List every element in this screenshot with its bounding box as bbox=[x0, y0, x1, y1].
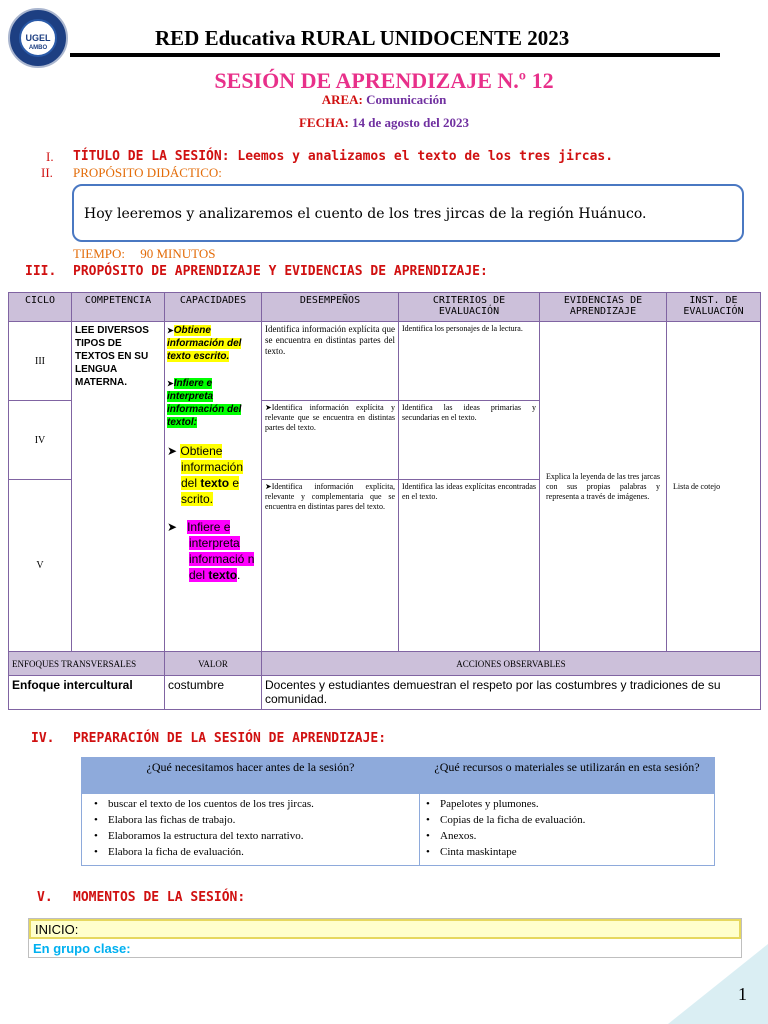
section5-label: MOMENTOS DE LA SESIÓN: bbox=[73, 890, 246, 905]
capacidad-3: ➤ Obtiene información del texto e scrito. bbox=[167, 444, 244, 506]
capacidad-1: ➤Obtiene información del texto escrito. bbox=[167, 325, 242, 362]
proposito-box bbox=[72, 184, 744, 242]
desempeno-2: ➤Identifica información explícita y relevante que se encuentra en distintas partes del texto. bbox=[265, 403, 395, 432]
proposito-text: Hoy leeremos y analizaremos el cuento de los tres jircas de la región Huánuco. bbox=[84, 206, 647, 222]
ciclo-cell: V bbox=[9, 480, 72, 652]
section5-num: V. bbox=[37, 890, 53, 905]
criterio-1: Identifica los personajes de la lectura. bbox=[402, 324, 523, 333]
instrumento-text: Lista de cotejo bbox=[673, 481, 721, 491]
enfoque-value: Enfoque intercultural bbox=[9, 676, 165, 710]
moments-box bbox=[28, 918, 742, 958]
capacidades-cell bbox=[165, 322, 262, 652]
fecha-line bbox=[0, 115, 768, 131]
capacidad-4: ➤ Infiere e interpreta informació n del texto. bbox=[167, 520, 255, 582]
header-criterios: CRITERIOS DE EVALUACIÓN bbox=[399, 293, 540, 322]
area-line bbox=[0, 92, 768, 108]
competencia-text: LEE DIVERSOS TIPOS DE TEXTOS EN SU LENGUA MATERNA. bbox=[75, 325, 149, 388]
section1-value: Leemos y analizamos el texto de los tres jircas. bbox=[237, 149, 614, 164]
header-competencia: COMPETENCIA bbox=[72, 293, 165, 322]
prep-header-row bbox=[82, 758, 715, 794]
competencia-cell bbox=[72, 322, 165, 652]
fecha-label: FECHA: bbox=[298, 115, 349, 130]
area-value: Comunicación bbox=[366, 92, 447, 107]
ugel-logo bbox=[8, 8, 68, 68]
prep-col1-cell bbox=[82, 794, 420, 866]
tiempo-label: TIEMPO: bbox=[73, 246, 125, 261]
desempeno-cell bbox=[262, 480, 399, 652]
page-number: 1 bbox=[738, 984, 747, 1004]
list-item: • Cinta maskintape bbox=[440, 844, 708, 860]
header-desempenos: DESEMPEÑOS bbox=[262, 293, 399, 322]
area-label: AREA: bbox=[321, 92, 363, 107]
desempeno-3: ➤Identifica información explícita, relevante y complementaria que se encuentra en distintas pares del texto. bbox=[265, 482, 395, 511]
preparation-table bbox=[81, 757, 715, 866]
tiempo-value: 90 MINUTOS bbox=[140, 246, 216, 261]
section1-num: I. bbox=[46, 149, 54, 164]
section3-num: III. bbox=[25, 264, 57, 279]
list-item: • Elaboramos la estructura del texto narrativo. bbox=[108, 828, 413, 844]
enfoques-header: ENFOQUES TRANSVERSALES bbox=[9, 652, 165, 676]
enfoques-row bbox=[9, 676, 761, 710]
desempeno-cell bbox=[262, 322, 399, 401]
list-item: • Copias de la ficha de evaluación. bbox=[440, 812, 708, 828]
criterio-cell bbox=[399, 480, 540, 652]
list-item: • Elabora la ficha de evaluación. bbox=[108, 844, 413, 860]
logo-seal bbox=[19, 19, 57, 57]
list-item: • buscar el texto de los cuentos de los tres jircas. bbox=[108, 796, 413, 812]
prep-col2-list bbox=[426, 796, 708, 860]
section1-label: TÍTULO DE LA SESIÓN: bbox=[73, 149, 230, 164]
desempeno-cell bbox=[262, 401, 399, 480]
list-item: • Anexos. bbox=[440, 828, 708, 844]
evidencia-cell bbox=[540, 322, 667, 652]
enfoques-header-row bbox=[9, 652, 761, 676]
acciones-value: Docentes y estudiantes demuestran el respeto por las costumbres y tradiciones de su comunidad. bbox=[262, 676, 761, 710]
table-header-row bbox=[9, 293, 761, 322]
section1-heading bbox=[73, 149, 613, 164]
fecha-value: 14 de agosto del 2023 bbox=[352, 115, 470, 130]
inicio-row: INICIO: bbox=[29, 919, 741, 939]
valor-value: costumbre bbox=[165, 676, 262, 710]
header-capacidades: CAPACIDADES bbox=[165, 293, 262, 322]
learning-purpose-table bbox=[8, 292, 761, 710]
session-title: SESIÓN DE APRENDIZAJE N.º 12 bbox=[214, 68, 554, 93]
prep-col2-cell bbox=[420, 794, 715, 866]
prep-col1-list bbox=[88, 796, 413, 860]
prep-body-row bbox=[82, 794, 715, 866]
capacidad-2: ➤Infiere e interpreta información del textol: bbox=[167, 378, 242, 428]
logo-name: UGEL bbox=[25, 33, 51, 43]
section2-label: PROPÓSITO DIDÁCTICO: bbox=[73, 165, 222, 180]
criterio-cell bbox=[399, 322, 540, 401]
header-ciclo: CICLO bbox=[9, 293, 72, 322]
tiempo-line bbox=[73, 246, 216, 262]
desempeno-1: Identifica información explícita que se encuentra en distintas partes del texto. bbox=[265, 324, 395, 356]
criterio-cell bbox=[399, 401, 540, 480]
valor-header: VALOR bbox=[165, 652, 262, 676]
list-item: • Papelotes y plumones. bbox=[440, 796, 708, 812]
section4-num: IV. bbox=[31, 731, 55, 746]
instrumento-cell bbox=[667, 322, 761, 652]
ciclo-cell: III bbox=[9, 322, 72, 401]
header-instrumento: INST. DE EVALUACIÓN bbox=[667, 293, 761, 322]
criterio-2: Identifica las ideas primarias y secundarias en el texto. bbox=[402, 403, 536, 422]
logo-sub: AMBO bbox=[28, 45, 48, 51]
header-divider bbox=[70, 53, 720, 57]
header-title: RED Educativa RURAL UNIDOCENTE 2023 bbox=[155, 26, 570, 50]
prep-col2-header: ¿Qué recursos o materiales se utilizarán en esta sesión? bbox=[420, 758, 715, 794]
header-evidencias: EVIDENCIAS DE APRENDIZAJE bbox=[540, 293, 667, 322]
table-row bbox=[9, 322, 761, 401]
ciclo-cell: IV bbox=[9, 401, 72, 480]
criterio-3: Identifica las ideas explícitas encontradas en el texto. bbox=[402, 482, 536, 501]
section4-label: PREPARACIÓN DE LA SESIÓN DE APRENDIZAJE: bbox=[73, 731, 387, 746]
evidencia-text: Explica la leyenda de las tres jarcas con sus propias palabras y representa a través de imágenes. bbox=[546, 471, 660, 501]
section3-label: PROPÓSITO DE APRENDIZAJE Y EVIDENCIAS DE APRENDIZAJE: bbox=[73, 264, 488, 279]
page-corner-decoration bbox=[668, 944, 768, 1024]
list-item: • Elabora las fichas de trabajo. bbox=[108, 812, 413, 828]
grupo-clase-row: En grupo clase: bbox=[33, 941, 131, 956]
section2-num: II. bbox=[41, 165, 53, 180]
acciones-header: ACCIONES OBSERVABLES bbox=[262, 652, 761, 676]
prep-col1-header: ¿Qué necesitamos hacer antes de la sesión? bbox=[82, 758, 420, 794]
